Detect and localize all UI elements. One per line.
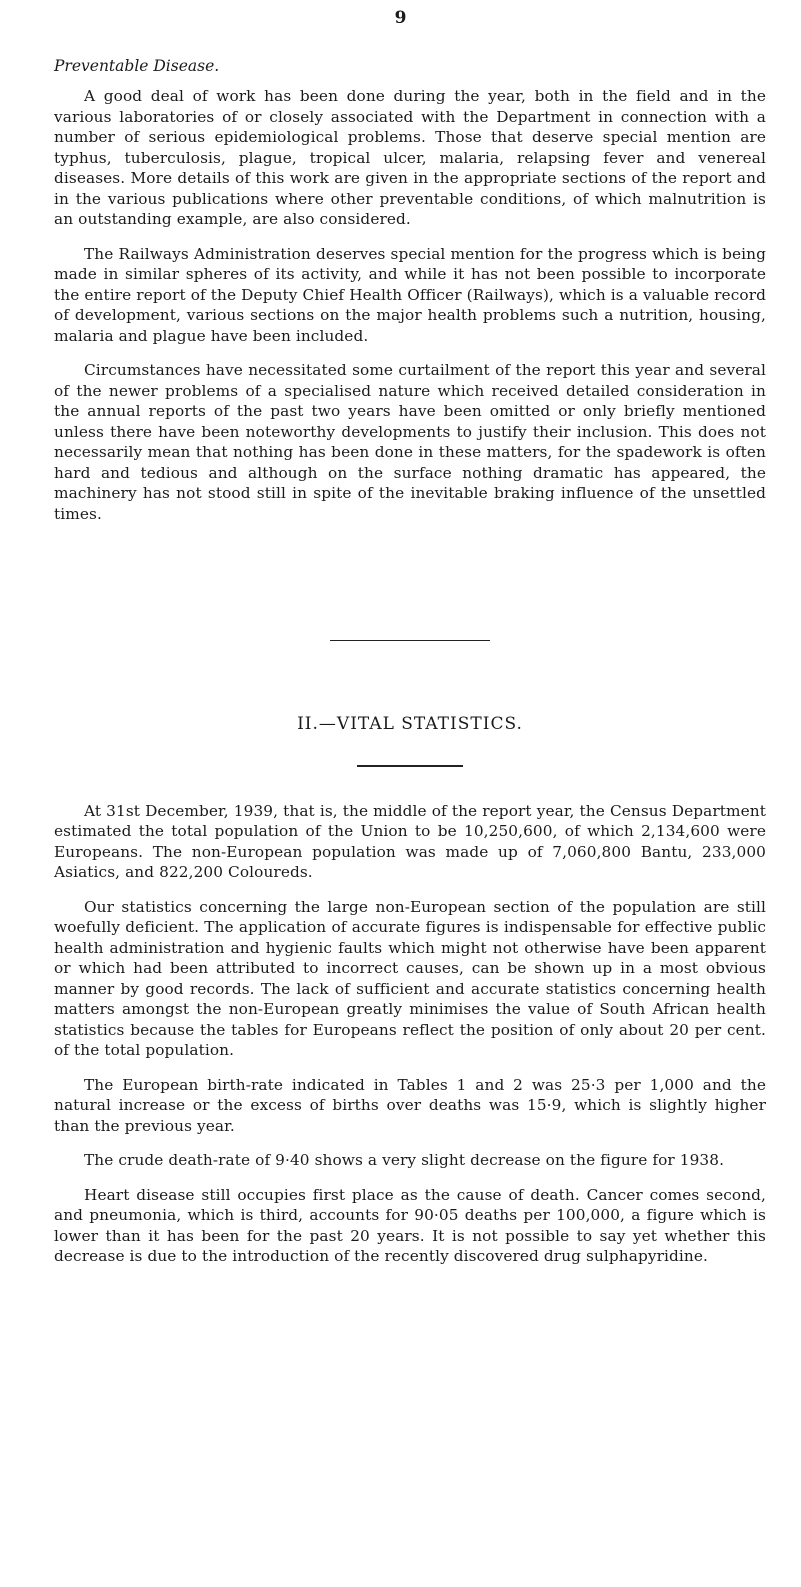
paragraph-vital-statistics-2: Our statistics concerning the large non-European section of the population are still woefully deficient. The application of accurate figures is indispensable for effective public health administration and hygienic faults which might not otherwise have been apparent or which had been attributed to incorrect causes, can be shown up in a most obvious manner by good records. The lack of sufficient and accurate statistics concerning health matters amongst the non-European greatly minimises the value of South African health statistics because the tables for Europeans reflect the position of only about 20 per cent. of the total population. <box>54 897 766 1059</box>
paragraph-preventable-disease-3: Circumstances have necessitated some curtailment of the report this year and several of the newer problems of a specialised nature which received detailed consideration in the annual reports of the past two years have been omitted or only briefly mentioned unless there have been noteworthy developments to justify their inclusion. This does not necessarily mean that nothing has been done in these matters, for the spadework is often hard and tedious and although on the surface nothing dramatic has appeared, the machinery has not stood still in spite of the inevitable braking influence of the unsettled times. <box>54 361 766 523</box>
paragraph-preventable-disease-1: A good deal of work has been done during the year, both in the field and in the various laboratories of or closely associated with the Department in connection with a number of serious epidemiological problems. Those that deserve special mention are typhus, tuberculosis, plague, tropical ulcer, malaria, relapsing fever and venereal diseases. More details of this work are given in the appropriate sections of the report and in the various publications where other preventable conditions, of which malnutrition is an outstanding example, are also considered. <box>54 87 766 228</box>
paragraph-vital-statistics-3: The European birth-rate indicated in Tables 1 and 2 was 25·3 per 1,000 and the natural increase or the excess of births over deaths was 15·9, which is slightly higher than the previous year. <box>54 1075 766 1135</box>
section-divider <box>330 640 490 641</box>
section-heading-preventable-disease: Preventable Disease. <box>54 57 220 75</box>
paragraph-preventable-disease-2: The Railways Administration deserves special mention for the progress which is being made in similar spheres of its activity, and while it has not been possible to incorporate the entire report of the Deputy Chief Health Officer (Railways), which is a valuable record of development, various sections on the major health problems such a nutrition, housing, malaria and plague have been included. <box>54 244 766 345</box>
chapter-heading-vital-statistics: II.—VITAL STATISTICS. <box>297 714 523 734</box>
page-number: 9 <box>394 8 407 28</box>
paragraph-vital-statistics-5: Heart disease still occupies first place as the cause of death. Cancer comes second, and pneumonia, which is third, accounts for 90·05 deaths per 100,000, a figure which is lower than it has been for the past 20 years. It is not possible to say yet whether this decrease is due to the introduction of the recently discovered drug sulphapyridine. <box>54 1185 766 1265</box>
paragraph-vital-statistics-4: The crude death-rate of 9·40 shows a very slight decrease on the figure for 1938. <box>84 1151 725 1169</box>
page-content <box>54 56 766 1281</box>
paragraph-vital-statistics-1: At 31st December, 1939, that is, the middle of the report year, the Census Department estimated the total population of the Union to be 10,250,600, of which 2,134,600 were Europeans. The non-European population was made up of 7,060,800 Bantu, 233,000 Asiatics, and 822,200 Coloureds. <box>54 801 766 881</box>
heading-underline <box>357 765 463 767</box>
